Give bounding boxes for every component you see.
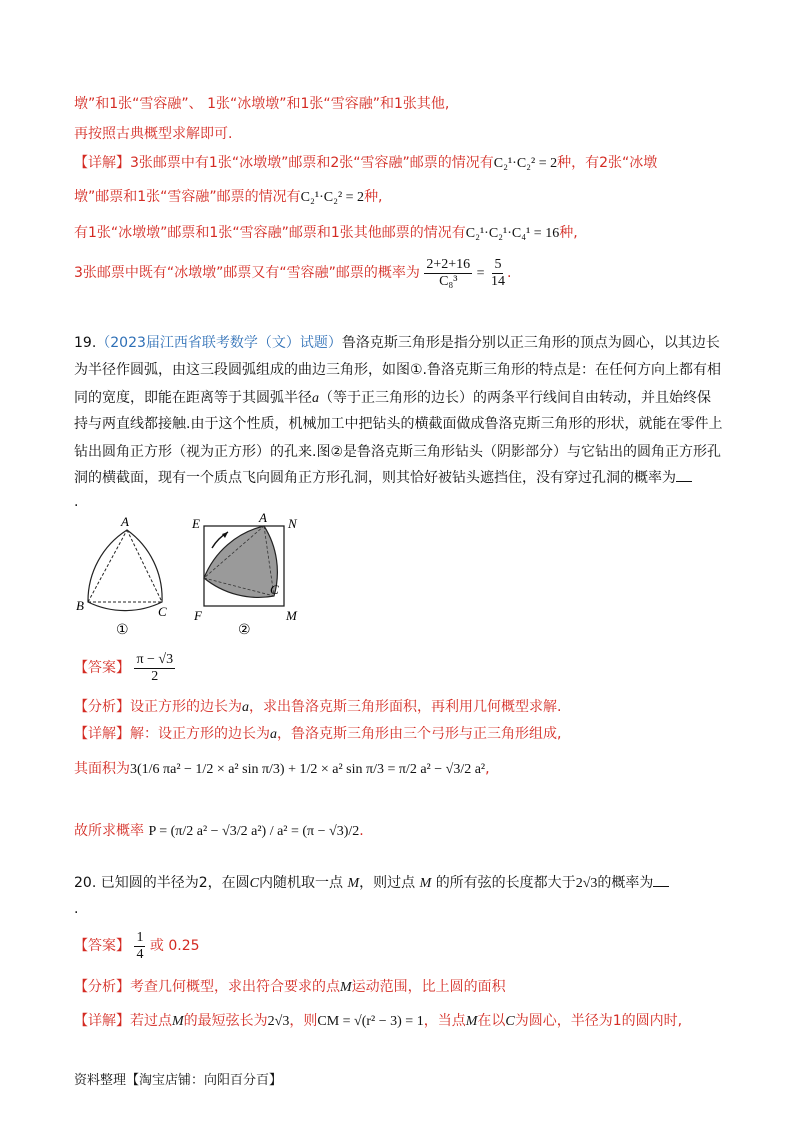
label-C: C — [270, 582, 279, 597]
text-line: 同的宽度，即能在距离等于其圆弧半径a（等于正三角形的边长）的两条平行线间自由转动，并且始终保 — [74, 390, 711, 406]
label-C: C — [158, 604, 167, 619]
figure-caption: ① — [116, 622, 129, 638]
question-source: （2023届江西省联考数学（文）试题） — [96, 335, 342, 351]
label-F: F — [194, 608, 202, 623]
text-line: . — [74, 494, 79, 510]
fraction: $\frac{\pi - √3}{2}$ — [136, 651, 174, 684]
math-expression: P = (π/2 a² − √3/2 a²) / a² = (π − √3)/2 — [148, 824, 360, 839]
answer-line: 【答案】 $\frac{1}{4}$ 或 0.25 — [74, 929, 200, 962]
text-line: 为半径作圆弧，由这三段圆弧组成的曲边三角形，如图①.鲁洛克斯三角形的特点是：在任何方向上都有相 — [74, 362, 721, 378]
question-20-line: 20. 已知圆的半径为2，在圆C内随机取一点 M，则过点 M 的所有弦的长度都大于2√3的概率为 — [74, 874, 669, 893]
text-line: 3张邮票中既有“冰墩墩”邮票又有“雪容融”邮票的概率为 $\frac{2+2+16}{\text{C₈³}}$ = $\frac{5}{14}$ . — [74, 256, 512, 289]
text-line: 再按照古典概型求解即可. — [74, 126, 233, 142]
text-line: 钻出圆角正方形（视为正方形）的孔来.图②是鲁洛克斯三角形钻头（阴影部分）与它钻出的圆角正方形孔 — [74, 444, 721, 460]
math-expression: C₂¹·C₂² = 2 — [300, 190, 365, 205]
question-19-line: 19.（2023届江西省联考数学（文）试题）鲁洛克斯三角形是指分别以正三角形的顶点为圆心，以其边长 — [74, 335, 720, 351]
label-E: E — [192, 516, 200, 531]
math-expression: 3(1/6 πa² − 1/2 × a² sin π/3) + 1/2 × a² sin π/3 = π/2 a² − √3/2 a² — [130, 762, 486, 777]
fraction: $\frac{5}{14}$ — [490, 256, 505, 289]
text-line: 墩”和1张“雪容融”、 1张“冰墩墩”和1张“雪容融”和1张其他, — [74, 96, 450, 112]
detail-line: 【详解】3张邮票中有1张“冰墩墩”邮票和2张“雪容融”邮票的情况有C₂¹·C₂² = 2种，有2张“冰墩 — [74, 155, 658, 171]
analysis-line: 【分析】设正方形的边长为a，求出鲁洛克斯三角形面积，再利用几何概型求解. — [74, 699, 562, 715]
label-A: A — [259, 512, 267, 525]
fraction: $\frac{2+2+16}{\text{C₈³}}$ — [426, 256, 471, 289]
triangle-sides — [88, 530, 162, 602]
answer-blank — [653, 874, 669, 887]
math-expression: C₂¹·C₂² = 2 — [493, 156, 558, 171]
detail-line: 【详解】若过点M的最短弦长为2√3，则CM = √(r² − 3) = 1，当点M在以C为圆心，半径为1的圆内时, — [74, 1013, 683, 1029]
label-A: A — [121, 514, 129, 529]
math-expression: CM = √(r² − 3) = 1 — [317, 1014, 424, 1029]
label-B: B — [76, 598, 84, 613]
fraction: $\frac{1}{4}$ — [136, 929, 144, 962]
figure-drill-square — [186, 512, 306, 642]
figure-reuleaux-triangle — [72, 512, 182, 642]
analysis-tag: 【分析】 — [74, 979, 130, 995]
question-number: 19. — [74, 335, 97, 351]
text-line: 洞的横截面，现有一个质点飞向圆角正方形孔洞，则其恰好被钻头遮挡住，没有穿过孔洞的概率为 — [74, 469, 692, 487]
arrow-head — [222, 532, 228, 538]
text-line: 持与两直线都接触.由于这个性质，机械加工中把钻头的横截面做成鲁洛克斯三角形的形状，就能在零件上 — [74, 416, 723, 432]
math-expression: C₂¹·C₂¹·C₄¹ = 16 — [465, 226, 560, 241]
detail-tag: 【详解】 — [74, 726, 130, 742]
figure-caption: ② — [238, 622, 251, 638]
reuleaux-drill — [204, 526, 277, 597]
detail-line: 【详解】解：设正方形的边长为a，鲁洛克斯三角形由三个弓形与正三角形组成, — [74, 726, 562, 742]
answer-line — [74, 650, 175, 686]
label-N: N — [288, 516, 297, 531]
area-formula-line: 其面积为3(1/6 πa² − 1/2 × a² sin π/3) + 1/2 × a² sin π/3 = π/2 a² − √3/2 a², — [74, 761, 490, 777]
text-line: . — [74, 901, 79, 917]
answer-tag: 【答案】 — [74, 660, 130, 676]
analysis-line: 【分析】考查几何概型，求出符合要求的点M运动范围，比上圆的面积 — [74, 979, 506, 995]
reuleaux-outline — [88, 530, 162, 611]
label-M: M — [286, 608, 297, 623]
text-line: 墩”邮票和1张“雪容融”邮票的情况有C₂¹·C₂² = 2种, — [74, 189, 383, 205]
text-line: 有1张“冰墩墩”邮票和1张“雪容融”邮票和1张其他邮票的情况有C₂¹·C₂¹·C₄¹ = 16种, — [74, 225, 578, 241]
answer-blank — [676, 469, 692, 482]
probability-formula-line: 故所求概率 P = (π/2 a² − √3/2 a²) / a² = (π − √3)/2. — [74, 823, 364, 839]
footer-source: 资料整理【淘宝店铺：向阳百分百】 — [74, 1073, 283, 1088]
analysis-tag: 【分析】 — [74, 699, 130, 715]
question-number: 20. — [74, 875, 97, 891]
detail-tag: 【详解】 — [74, 155, 130, 171]
detail-tag: 【详解】 — [74, 1013, 130, 1029]
answer-tag: 【答案】 — [74, 938, 130, 954]
